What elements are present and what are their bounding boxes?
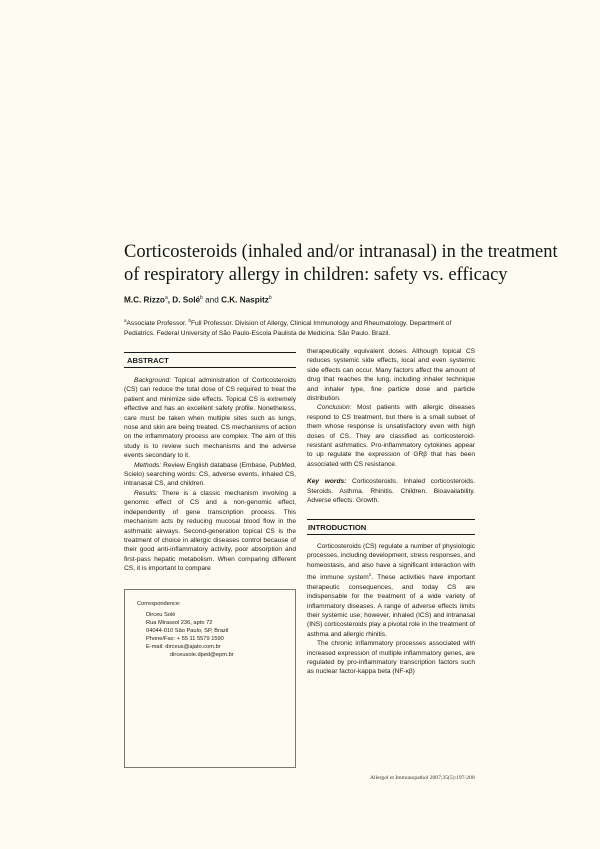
methods-label: Methods: — [134, 461, 162, 469]
conclusion-label: Conclusion: — [317, 404, 352, 412]
correspondence-city: 04044-010 São Paulo, SP, Brazil — [146, 628, 229, 634]
abstract-background — [124, 376, 296, 461]
introduction-heading: INTRODUCTION — [308, 523, 367, 532]
intro-p1-part-b: . These activities have important therapeutic consequences, and today CS are indispensable for the treatment of a wide variety of inflammatory diseases. A range of adverse effects limits their systemic use; however, inhaled (ICS) and intranasal (INS) corticosteroids play a pivotal role in the treatment of asthma and allergic rhinitis. — [307, 574, 475, 638]
correspondence-name: Dirceu Solé — [146, 612, 176, 618]
correspondence-phone: Phone/Fax: + 55 11 5579 1590 — [146, 636, 224, 642]
journal-citation: Allergol et Immunopathol 2007;35(5):197-208 — [370, 775, 475, 781]
intro-top-rule — [307, 519, 475, 520]
author-and: and — [205, 295, 219, 305]
introduction-column — [307, 542, 475, 677]
correspondence-email-2: dirceusole.dped@epm.br — [170, 652, 234, 658]
article-title — [124, 241, 564, 287]
results-label: Results: — [134, 489, 158, 497]
abstract-bottom-rule — [124, 367, 296, 368]
correspondence-street: Rua Mirassol 236, apto 72 — [146, 620, 213, 626]
abstract-continued: therapeutically equivalent doses. Although topical CS reduces systemic side effects, local and even systemic side effects can occur. Many factors affect the amount of drug that reaches the lung, including inhaler technique and inhaler type, fine particle dose and particle distribution. — [307, 348, 475, 403]
affil-sup-b: b — [188, 318, 191, 323]
intro-p1-part-a: Corticosteroids (CS) regulate a number of physiologic processes, including development, stress responses, and homeostasis, and also have a significant interaction with the immune system — [307, 543, 475, 582]
abstract-right-column — [307, 347, 475, 506]
correspondence-label: Correspondence: — [137, 601, 181, 607]
intro-bottom-rule — [307, 534, 475, 535]
results-text: There is a classic mechanism involving a genomic effect of CS and a non-genomic effect, independently of gene transcription process. This mechanism acts by reducing mucosal blood flow in the asthmatic airways. Second-generation topical CS is the treatment of choice in allergic diseases control because of their good anti-inflammatory activity, poor absorption and first-pass hepatic metabolism. When comparing different CS, it is important to compare — [124, 489, 296, 573]
abstract-top-rule — [124, 352, 296, 353]
author-list: M.C. Rizzo$^a$, D. Solé$^b$ and C.K. Naspitz$^b$ — [124, 295, 272, 305]
author-sole-sup: b — [200, 295, 203, 301]
author-rizzo: M.C. Rizzo — [124, 295, 165, 305]
conclusion-text: Most patients with allergic diseases respond to CS treatment, but there is a small subset of them whose response is unsatisfactory even with high doses of CS. They are classified as corticosteroid-resistant asthmatics. Pro-inflammatory cytokines appear to up regulate the expression of GRβ that has been associated with CS resistance. — [307, 404, 475, 468]
intro-paragraph-1 — [307, 542, 475, 639]
title-line-2: of respiratory allergy in children: safety vs. efficacy — [124, 265, 508, 285]
intro-ref-1: 1 — [368, 572, 372, 578]
author-sole: D. Solé — [172, 295, 201, 305]
correspondence-box — [124, 589, 296, 768]
affil-a-text: Associate Professor. — [126, 320, 189, 328]
abstract-methods — [124, 461, 296, 489]
abstract-left-column — [124, 376, 296, 574]
abstract-results — [124, 489, 296, 574]
keywords — [307, 477, 475, 505]
abstract-heading: ABSTRACT — [127, 356, 169, 365]
intro-paragraph-2: The chronic inflammatory processes associated with increased expression of multiple inflammatory genes, are regulated by pro-inflammatory transcription factors such as nuclear factor-kappa beta (NF-κβ) — [307, 640, 475, 676]
abstract-conclusion — [307, 403, 475, 469]
keywords-label: Key words: — [307, 478, 347, 486]
affil-sup-a: a — [124, 318, 127, 323]
affiliation — [124, 316, 476, 339]
methods-text: Review English database (Embase, PubMed, Scielo) searching words: CS, adverse events, inhaled CS, intranasal CS, and children. — [124, 461, 296, 488]
correspondence-email: E-mail: dirceus@ajato.com.br — [146, 644, 221, 650]
author-naspitz: C.K. Naspitz — [221, 295, 269, 305]
keywords-text: Corticosteroids. Inhaled corticosteroids. Steroids. Asthma. Rhinitis. Children. Bioavailability. Adverse effects. Growth. — [307, 478, 475, 505]
title-line-1: Corticosteroids (inhaled and/or intranasal) in the treatment — [124, 242, 558, 262]
author-naspitz-sup: b — [268, 295, 272, 301]
background-label: Background: — [134, 377, 172, 384]
correspondence-address — [137, 611, 295, 659]
background-text: Topical administration of Corticosteroids (CS) can reduce the total dose of CS required to treat the patient and minimize side effects. Topical CS is extremely effective and has an excellent safety profile. Nonetheless, care must be taken when multiple sites such as lungs, nose and skin are being treated. CS mechanisms of action on the inflammatory process are complex. The aim of this study is to review such mechanisms and the adverse events secondary to it. — [124, 377, 296, 460]
affil-b-text: Full Professor. Division of Allergy, Clinical Immunology and Rheumatology. Department of Pediatrics. Federal University of São Paulo-Escola Paulista de Medicina. São Paulo. Brazil. — [124, 320, 452, 338]
author-rizzo-sup: a — [164, 295, 168, 301]
